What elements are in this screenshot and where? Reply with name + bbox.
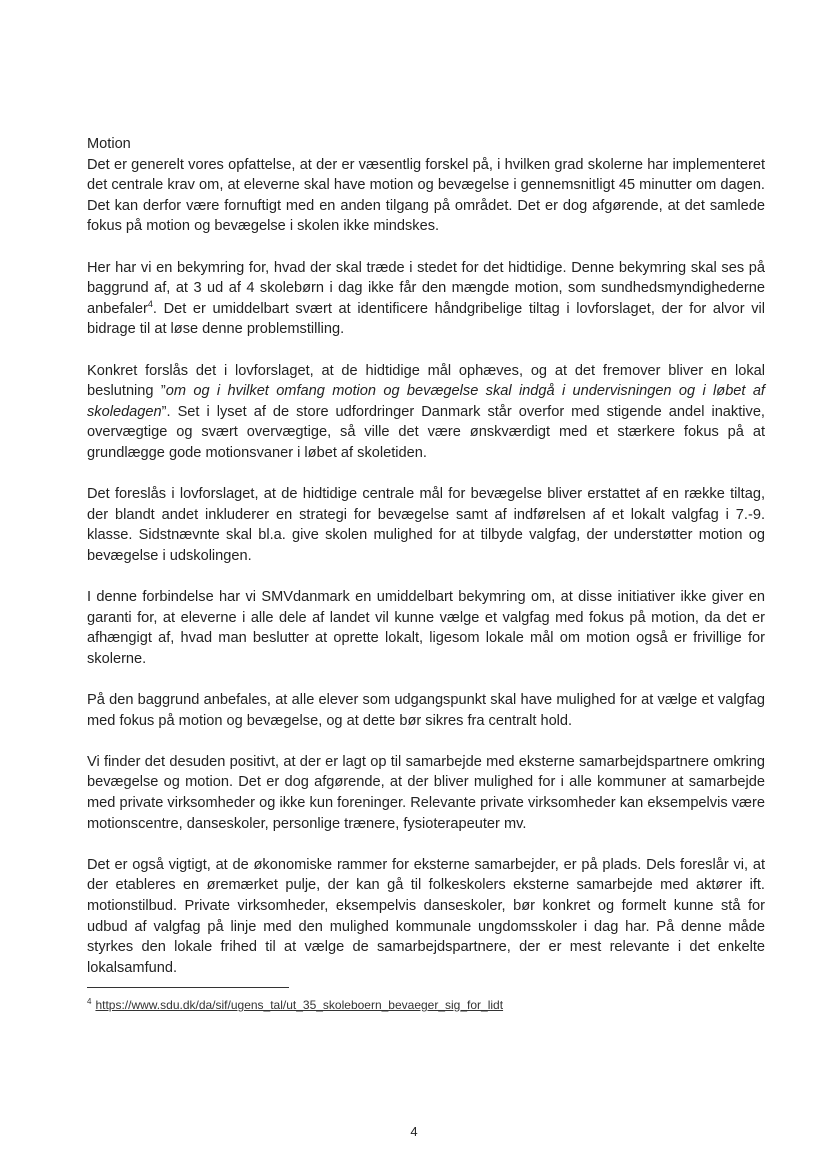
page-body: [87, 134, 765, 999]
paragraph: [87, 855, 765, 979]
paragraph: [87, 258, 765, 340]
footnote-link[interactable]: https://www.sdu.dk/da/sif/ugens_tal/ut_35_skoleboern_bevaeger_sig_for_lidt: [95, 998, 504, 1012]
paragraph-text: Her har vi en bekymring for, hvad der skal træde i stedet for det hidtidige. Denne bekymring skal ses på baggrund af, at 3 ud af 4 skolebørn i dag ikke får den mængde motion, som sundhedsmyndighederne anbefaler: [87, 259, 765, 317]
paragraph: [87, 587, 765, 669]
footnote: [87, 997, 503, 1013]
footnote-reference[interactable]: 4: [147, 298, 153, 309]
footnote-divider: [87, 987, 289, 988]
page-number: 4: [410, 1124, 418, 1139]
paragraph-text: ”. Set i lyset af de store udfordringer Danmark står overfor med stigende andel inaktive, overvægtige og svært overvægtige, så ville det være ønskværdigt med et stærkere fokus på at grundlægge gode motionsvaner i løbet af skoletiden.: [87, 403, 765, 461]
paragraph: [87, 690, 765, 731]
paragraph-text: Det foreslås i lovforslaget, at de hidtidige centrale mål for bevægelse bliver erstattet af en række tiltag, der blandt andet inkluderer en strategi for bevægelse samt af indførelsen af et lokalt valgfag i 7.-9. klasse. Sidstnævnte skal bl.a. give skolen mulighed for at tilbyde valgfag, der understøtter motion og bevægelse i udskolingen.: [87, 486, 765, 564]
section-title: Motion: [87, 136, 131, 152]
paragraph-text: . Det er umiddelbart svært at identificere håndgribelige tiltag i lovforslaget, der for alvor vil bidrage til at løse denne problemstilling.: [87, 300, 765, 338]
paragraph-text: Det er også vigtigt, at de økonomiske rammer for eksterne samarbejder, er på plads. Dels foreslår vi, at der etableres en øremærket pulje, der kan gå til folkeskolers eksterne samarbejde med aktører ift. motionstilbud. Private virksomheder, eksempelvis danseskoler, bør konkret og formelt kunne stå for udbud af valgfag på linje med den mulighed kommunale ungdomsskoler i dag har. På denne måde styrkes den lokale frihed til at vælge de samarbejdspartnere, der er mest relevante i det enkelte lokalsamfund.: [87, 856, 765, 976]
paragraph-text: På den baggrund anbefales, at alle elever som udgangspunkt skal have mulighed for at vælge et valgfag med fokus på motion og bevægelse, og at dette bør sikres fra centralt hold.: [87, 692, 765, 729]
paragraph: [87, 752, 765, 834]
paragraph: [87, 484, 765, 566]
paragraph: [87, 361, 765, 464]
paragraph-text: I denne forbindelse har vi SMVdanmark en umiddelbart bekymring om, at disse initiativer ikke giver en garanti for, at eleverne i alle dele af landet vil kunne vælge et valgfag med fokus på motion, da det er afhængigt af, hvad man beslutter at oprette lokalt, ligesom lokale mål om motion også er frivillige for skolerne.: [87, 589, 765, 667]
paragraph-text: Konkret forslås det i lovforslaget, at de hidtidige mål ophæves, og at det fremover bliver en lokal beslutning ”: [87, 362, 765, 400]
paragraph-text: Vi finder det desuden positivt, at der er lagt op til samarbejde med eksterne samarbejdspartnere omkring bevægelse og motion. Det er dog afgørende, at der bliver mulighed for i alle kommuner at samarbejde med private virksomheder og ikke kun foreninger. Relevante private virksomheder kan eksempelvis være motionscentre, danseskoler, personlige trænere, fysioterapeuter mv.: [87, 753, 765, 832]
paragraph-text: Det er generelt vores opfattelse, at der er væsentlig forskel på, i hvilken grad skolerne har implementeret det centrale krav om, at eleverne skal have motion og bevægelse i gennemsnitligt 45 minutter om dagen. Det kan derfor være fornuftigt med en anden tilgang på området. Det er dog afgørende, at det samlede fokus på motion og bevægelse i skolen ikke mindskes.: [87, 156, 765, 235]
quoted-text: om og i hvilket omfang motion og bevægelse skal indgå i undervisningen og i løbet af skoledagen: [87, 383, 765, 420]
footnote-number: 4: [87, 997, 92, 1006]
paragraph: [87, 155, 765, 237]
